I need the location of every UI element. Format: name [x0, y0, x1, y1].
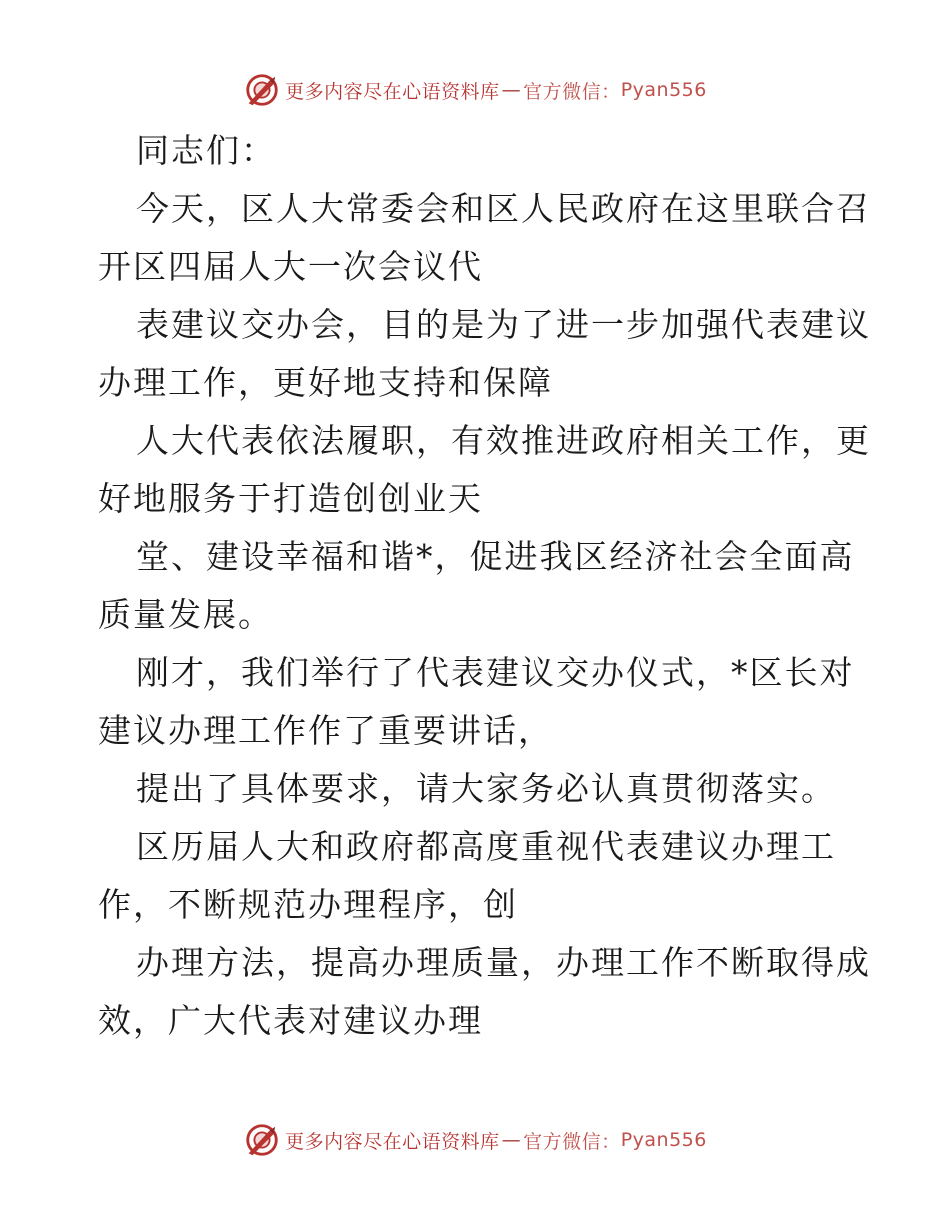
header-watermark — [0, 70, 950, 110]
paragraph-line: 办理工作，更好地支持和保障 — [98, 363, 553, 402]
paragraph-line: 人大代表依法履职，有效推进政府相关工作，更 — [136, 421, 871, 460]
paragraph-line: 办理方法，提高办理质量，办理工作不断取得成 — [136, 943, 871, 982]
paragraph-line: 同志们： — [136, 131, 276, 170]
banner-wechat-id: Pyan556 — [620, 1129, 707, 1151]
paragraph-line: 提出了具体要求，请大家务必认真贯彻落实。 — [136, 769, 836, 808]
banner-separator: — — [501, 79, 522, 101]
logo-icon — [243, 71, 281, 109]
paragraph-line: 效，广大代表对建议办理 — [98, 1001, 483, 1040]
banner-text: 更多内容尽在心语资料库 — [285, 1130, 500, 1153]
footer-watermark — [0, 1120, 950, 1160]
paragraph-line: 区历届人大和政府都高度重视代表建议办理工 — [136, 827, 836, 866]
logo-icon — [243, 1121, 281, 1159]
document-body — [98, 122, 871, 1050]
paragraph-line: 刚才，我们举行了代表建议交办仪式，*区长对 — [136, 653, 855, 692]
paragraph-line: 今天，区人大常委会和区人民政府在这里联合召 — [136, 189, 871, 228]
banner-wechat-label: 官方微信： — [523, 80, 621, 103]
banner-separator: — — [501, 1129, 522, 1151]
paragraph-line: 建议办理工作作了重要讲话， — [98, 711, 553, 750]
paragraph-line: 表建议交办会，目的是为了进一步加强代表建议 — [136, 305, 871, 344]
banner-text: 更多内容尽在心语资料库 — [285, 80, 500, 103]
paragraph-line: 堂、建设幸福和谐*，促进我区经济社会全面高 — [136, 537, 855, 576]
paragraph-line: 作，不断规范办理程序，创 — [98, 885, 518, 924]
paragraph-line: 好地服务于打造创创业天 — [98, 479, 483, 518]
paragraph-line: 开区四届人大一次会议代 — [98, 247, 483, 286]
banner-wechat-label: 官方微信： — [523, 1130, 621, 1153]
paragraph-line: 质量发展。 — [98, 595, 273, 634]
banner-wechat-id: Pyan556 — [620, 79, 707, 101]
